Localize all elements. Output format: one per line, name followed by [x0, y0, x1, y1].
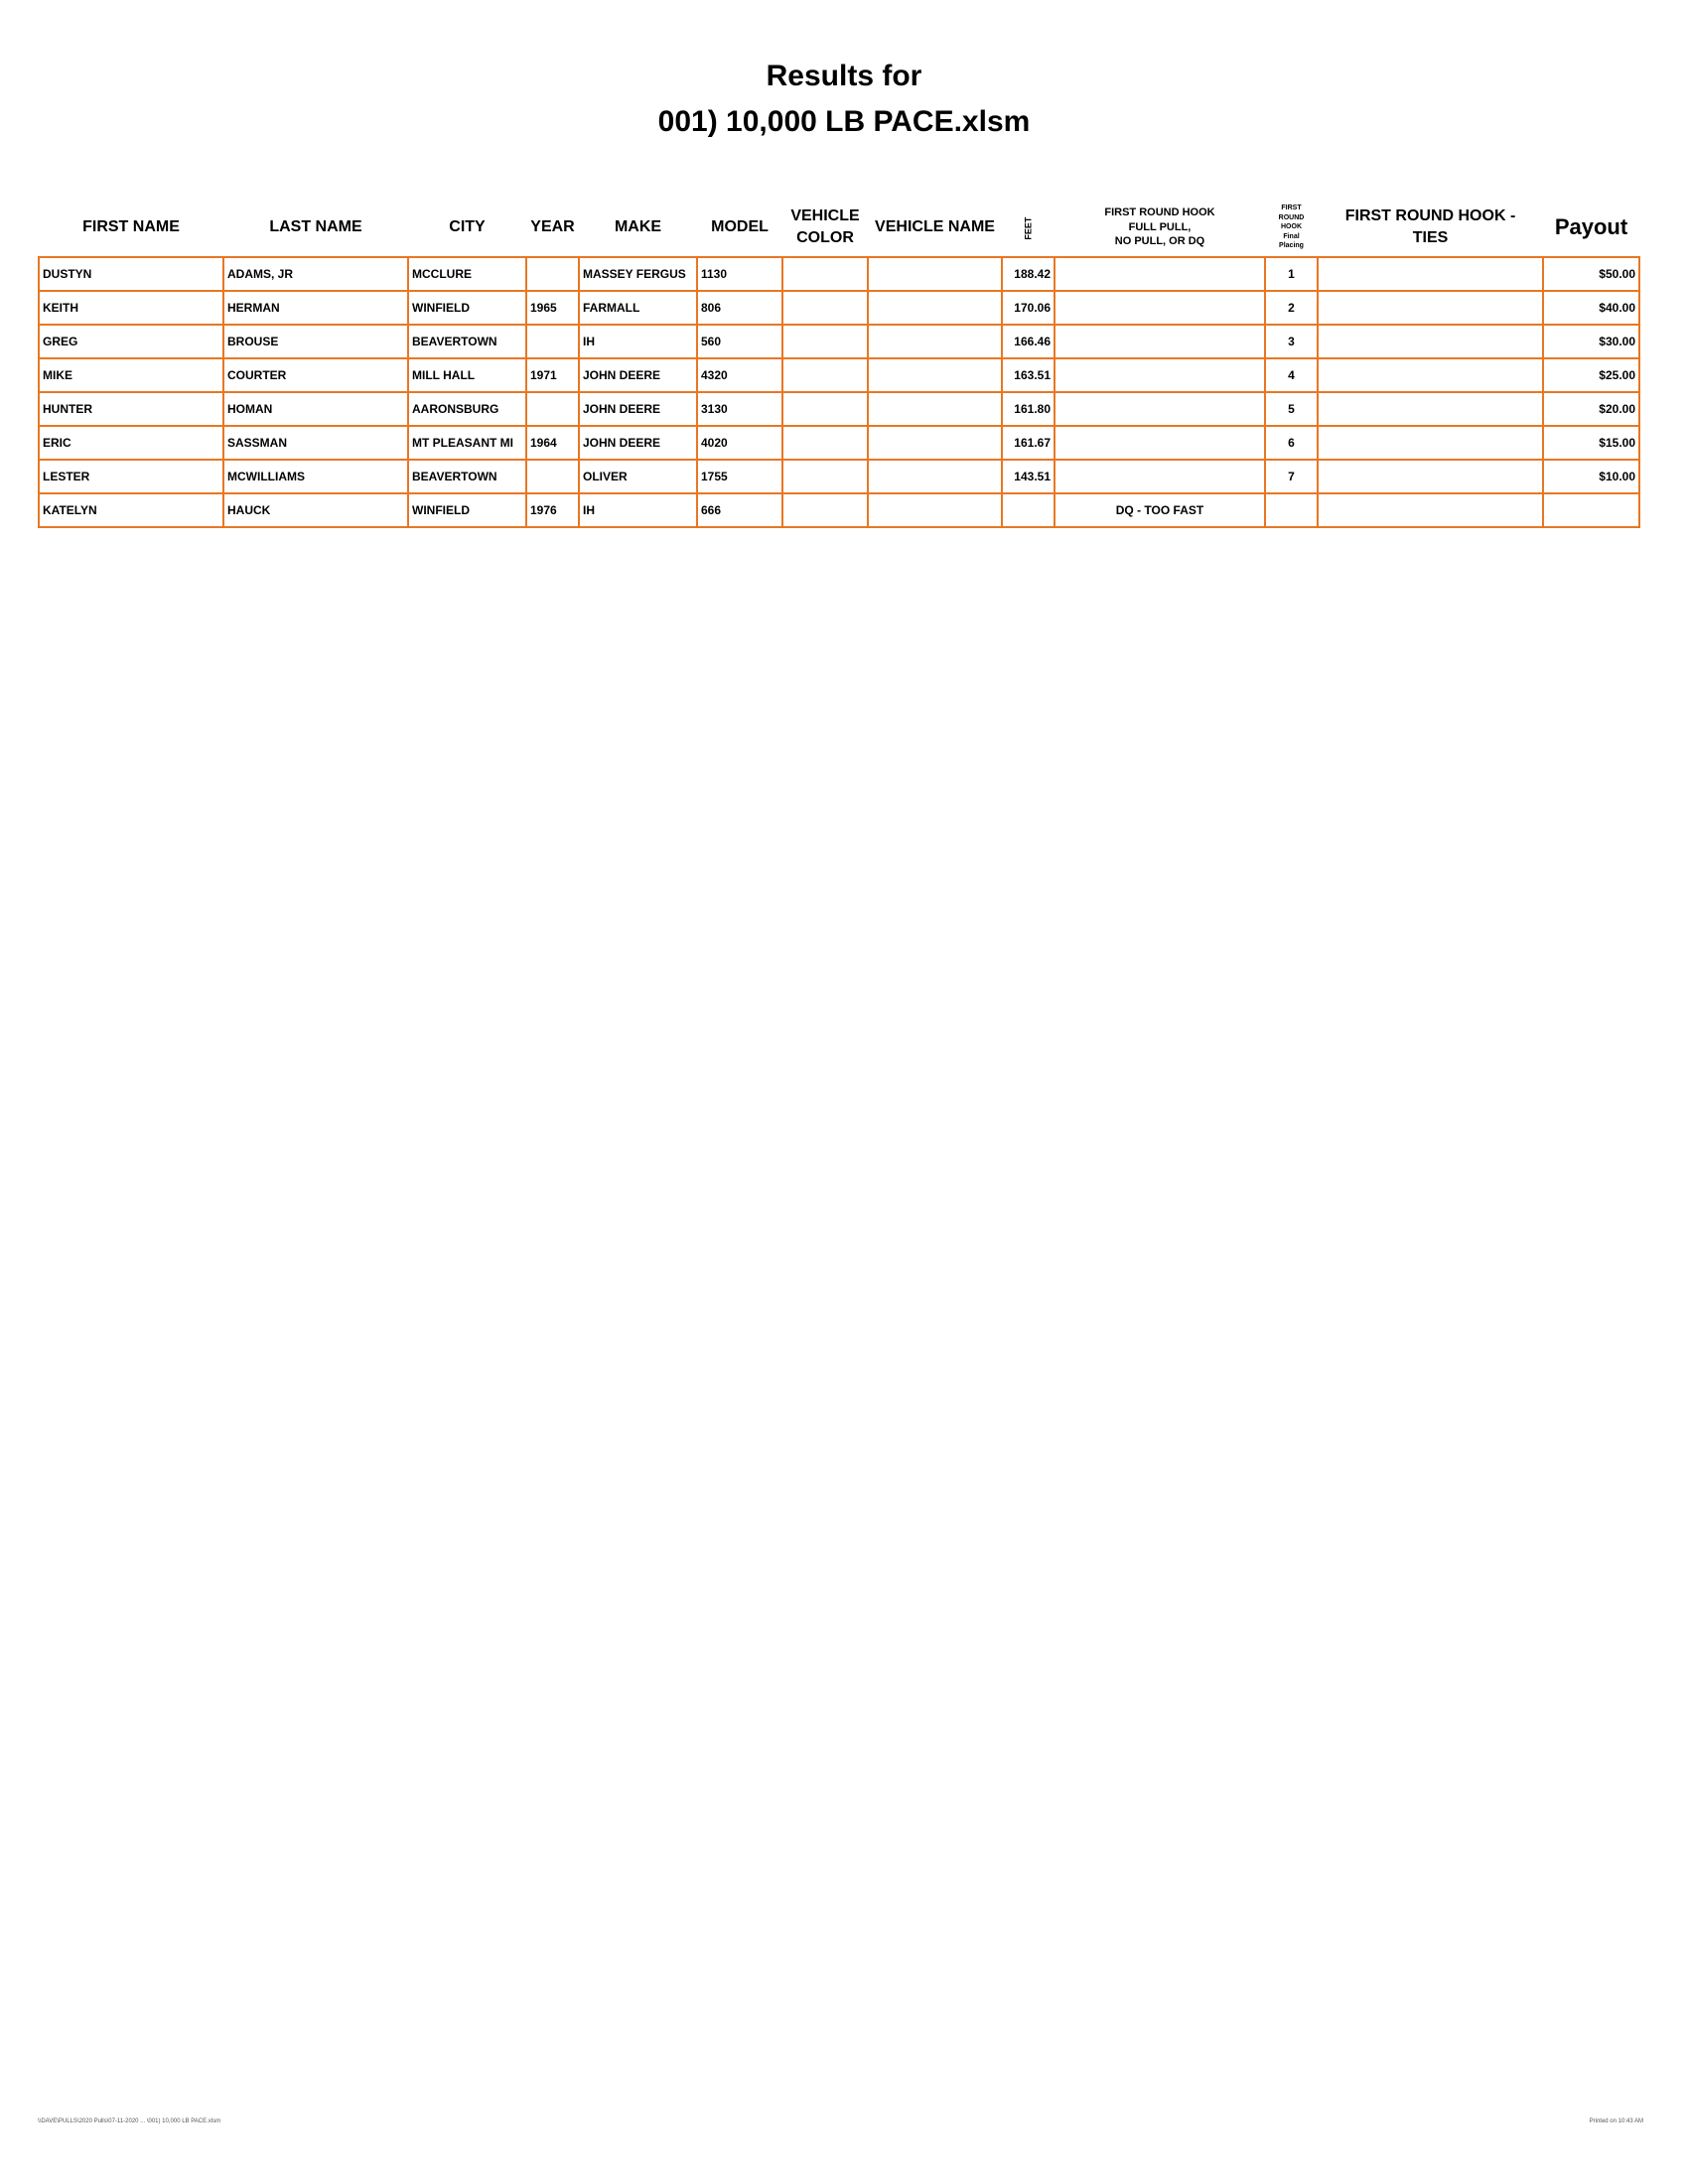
cell-year	[526, 460, 579, 493]
header-feet	[1002, 199, 1055, 257]
cell-first-name: HUNTER	[39, 392, 223, 426]
cell-payout: $20.00	[1543, 392, 1639, 426]
cell-model: 3130	[697, 392, 782, 426]
cell-ties	[1318, 358, 1543, 392]
cell-make: OLIVER	[579, 460, 697, 493]
header-placing-line1: FIRST	[1281, 205, 1302, 212]
cell-city: BEAVERTOWN	[408, 460, 526, 493]
cell-payout: $40.00	[1543, 291, 1639, 325]
table-row	[39, 426, 1639, 460]
cell-year: 1971	[526, 358, 579, 392]
header-ties-line1: FIRST ROUND HOOK -	[1344, 207, 1516, 225]
cell-result	[1055, 257, 1265, 291]
cell-placing: 1	[1265, 257, 1318, 291]
cell-payout	[1543, 493, 1639, 527]
cell-last-name: BROUSE	[223, 325, 408, 358]
cell-placing: 5	[1265, 392, 1318, 426]
header-row	[39, 199, 1639, 257]
cell-vehicle-color	[782, 493, 868, 527]
cell-placing: 3	[1265, 325, 1318, 358]
cell-model: 1130	[697, 257, 782, 291]
cell-feet: 161.67	[1002, 426, 1055, 460]
cell-city: MT PLEASANT MI	[408, 426, 526, 460]
cell-vehicle-color	[782, 257, 868, 291]
cell-vehicle-name	[868, 426, 1002, 460]
header-result-line2: FULL PULL,	[1128, 220, 1192, 233]
cell-first-name: KEITH	[39, 291, 223, 325]
cell-first-name: ERIC	[39, 426, 223, 460]
cell-model: 4320	[697, 358, 782, 392]
cell-result	[1055, 392, 1265, 426]
header-vehicle-color-line2: COLOR	[796, 229, 854, 246]
table-row	[39, 257, 1639, 291]
cell-feet: 188.42	[1002, 257, 1055, 291]
cell-vehicle-name	[868, 257, 1002, 291]
cell-last-name: COURTER	[223, 358, 408, 392]
cell-year	[526, 392, 579, 426]
cell-result	[1055, 426, 1265, 460]
header-first-name: FIRST NAME	[82, 218, 180, 236]
cell-placing: 7	[1265, 460, 1318, 493]
header-placing	[1265, 199, 1318, 257]
header-last-name: LAST NAME	[269, 218, 362, 236]
header-vehicle-color	[782, 199, 868, 257]
cell-vehicle-color	[782, 291, 868, 325]
table-row	[39, 392, 1639, 426]
cell-ties	[1318, 257, 1543, 291]
cell-result	[1055, 325, 1265, 358]
header-result-line1: FIRST ROUND HOOK	[1104, 205, 1215, 218]
header-vehicle-color-line1: VEHICLE	[790, 207, 860, 225]
cell-feet: 170.06	[1002, 291, 1055, 325]
cell-result: DQ - TOO FAST	[1055, 493, 1265, 527]
cell-last-name: HOMAN	[223, 392, 408, 426]
cell-last-name: MCWILLIAMS	[223, 460, 408, 493]
cell-city: MCCLURE	[408, 257, 526, 291]
cell-first-name: GREG	[39, 325, 223, 358]
cell-city: BEAVERTOWN	[408, 325, 526, 358]
cell-payout: $25.00	[1543, 358, 1639, 392]
page-title-line2: 001) 10,000 LB PACE.xlsm	[657, 105, 1031, 138]
cell-ties	[1318, 392, 1543, 426]
cell-payout: $15.00	[1543, 426, 1639, 460]
header-placing-line2: ROUND	[1278, 213, 1305, 221]
cell-placing: 2	[1265, 291, 1318, 325]
cell-vehicle-color	[782, 325, 868, 358]
cell-model: 1755	[697, 460, 782, 493]
cell-ties	[1318, 460, 1543, 493]
table-row	[39, 325, 1639, 358]
cell-vehicle-color	[782, 460, 868, 493]
results-table	[38, 199, 1640, 528]
footer-printed-on: Printed on 10:43 AM	[1589, 2118, 1643, 2124]
cell-payout: $50.00	[1543, 257, 1639, 291]
cell-last-name: HAUCK	[223, 493, 408, 527]
header-result-line3: NO PULL, OR DQ	[1114, 235, 1205, 248]
cell-year: 1965	[526, 291, 579, 325]
cell-make: MASSEY FERGUS	[579, 257, 697, 291]
cell-vehicle-name	[868, 358, 1002, 392]
cell-feet	[1002, 493, 1055, 527]
cell-last-name: HERMAN	[223, 291, 408, 325]
cell-year	[526, 325, 579, 358]
cell-result	[1055, 291, 1265, 325]
cell-make: JOHN DEERE	[579, 426, 697, 460]
cell-model: 666	[697, 493, 782, 527]
cell-city: WINFIELD	[408, 493, 526, 527]
cell-first-name: KATELYN	[39, 493, 223, 527]
cell-year: 1964	[526, 426, 579, 460]
header-placing-line3: HOOK	[1281, 223, 1302, 231]
cell-make: JOHN DEERE	[579, 358, 697, 392]
cell-city: WINFIELD	[408, 291, 526, 325]
cell-vehicle-name	[868, 392, 1002, 426]
cell-make: FARMALL	[579, 291, 697, 325]
cell-city: AARONSBURG	[408, 392, 526, 426]
cell-make: IH	[579, 493, 697, 527]
cell-result	[1055, 358, 1265, 392]
cell-city: MILL HALL	[408, 358, 526, 392]
cell-payout: $10.00	[1543, 460, 1639, 493]
cell-last-name: SASSMAN	[223, 426, 408, 460]
header-payout: Payout	[1554, 214, 1628, 240]
header-make: MAKE	[614, 218, 662, 236]
cell-model: 560	[697, 325, 782, 358]
table-row	[39, 291, 1639, 325]
cell-feet: 166.46	[1002, 325, 1055, 358]
header-ties	[1318, 199, 1543, 257]
header-vehicle-name: VEHICLE NAME	[875, 218, 995, 236]
cell-vehicle-name	[868, 325, 1002, 358]
cell-last-name: ADAMS, JR	[223, 257, 408, 291]
footer-file-path: \\DAVE\PULLS\2020 Pulls\07-11-2020 ... \001) 10,000 LB PACE.xlsm	[38, 2118, 221, 2124]
header-feet-label: FEET	[1023, 216, 1034, 240]
cell-model: 4020	[697, 426, 782, 460]
cell-ties	[1318, 325, 1543, 358]
cell-first-name: MIKE	[39, 358, 223, 392]
cell-ties	[1318, 291, 1543, 325]
table-row	[39, 493, 1639, 527]
cell-year: 1976	[526, 493, 579, 527]
cell-first-name: DUSTYN	[39, 257, 223, 291]
cell-vehicle-name	[868, 493, 1002, 527]
cell-feet: 143.51	[1002, 460, 1055, 493]
cell-ties	[1318, 493, 1543, 527]
cell-first-name: LESTER	[39, 460, 223, 493]
cell-feet: 163.51	[1002, 358, 1055, 392]
cell-vehicle-color	[782, 426, 868, 460]
cell-model: 806	[697, 291, 782, 325]
cell-result	[1055, 460, 1265, 493]
cell-vehicle-name	[868, 460, 1002, 493]
cell-vehicle-color	[782, 358, 868, 392]
page-title-line1: Results for	[766, 60, 922, 92]
cell-placing: 4	[1265, 358, 1318, 392]
cell-vehicle-name	[868, 291, 1002, 325]
cell-year	[526, 257, 579, 291]
cell-placing: 6	[1265, 426, 1318, 460]
header-placing-line4: Final	[1283, 232, 1300, 240]
cell-vehicle-color	[782, 392, 868, 426]
header-model: MODEL	[711, 218, 769, 236]
cell-ties	[1318, 426, 1543, 460]
cell-make: IH	[579, 325, 697, 358]
header-ties-line2: TIES	[1412, 229, 1449, 246]
header-year: YEAR	[530, 218, 575, 236]
header-placing-line5: Placing	[1279, 242, 1304, 250]
table-row	[39, 460, 1639, 493]
header-city: CITY	[449, 218, 486, 236]
table-row	[39, 358, 1639, 392]
cell-payout: $30.00	[1543, 325, 1639, 358]
cell-feet: 161.80	[1002, 392, 1055, 426]
header-result	[1055, 199, 1265, 257]
cell-placing	[1265, 493, 1318, 527]
cell-make: JOHN DEERE	[579, 392, 697, 426]
